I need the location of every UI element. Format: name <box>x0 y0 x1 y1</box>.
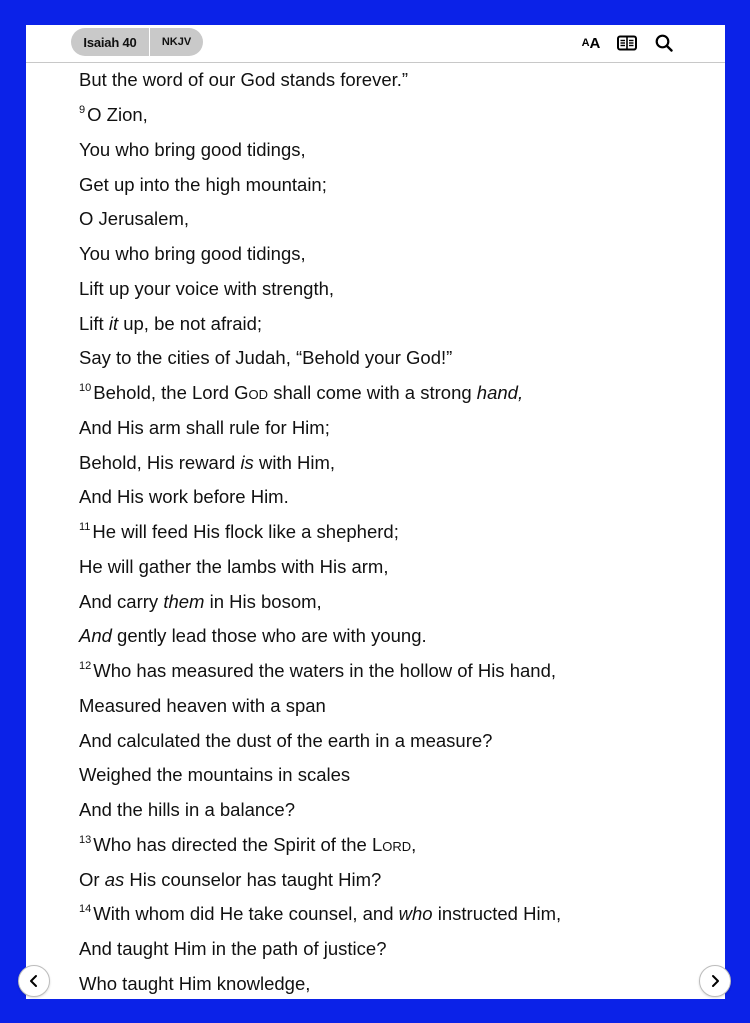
verse-line <box>79 237 705 272</box>
verse-number[interactable]: 10 <box>79 382 92 395</box>
top-toolbar <box>26 25 725 63</box>
verse-text[interactable] <box>79 243 306 265</box>
verse-text[interactable] <box>79 869 381 891</box>
verse-text[interactable] <box>79 417 330 439</box>
verse-line <box>79 862 705 897</box>
verse-text[interactable] <box>79 313 262 335</box>
verse-line <box>79 133 705 168</box>
text-run: Or <box>79 868 105 890</box>
previous-chapter-button[interactable] <box>18 965 50 997</box>
text-run: And taught Him in the path of justice? <box>79 938 387 960</box>
text-size-icon[interactable] <box>579 33 603 53</box>
verse-line <box>79 480 705 515</box>
italic-word: them <box>163 590 205 612</box>
text-run: You who bring good tidings, <box>79 243 306 265</box>
text-run: O Jerusalem, <box>79 208 190 230</box>
text-run: With whom did He take counsel, and <box>93 903 399 925</box>
italic-word: hand, <box>476 382 524 404</box>
verse-line <box>79 932 705 967</box>
text-run: Who taught Him knowledge, <box>79 972 311 994</box>
verse-line <box>79 167 705 202</box>
text-run: He will feed His flock like a shepherd; <box>92 521 399 543</box>
verse-number[interactable]: 11 <box>79 521 91 534</box>
text-run: Say to the cities of Judah, “Behold your God!” <box>79 347 453 369</box>
verse-line <box>79 376 705 411</box>
verse-number[interactable]: 9 <box>79 104 86 117</box>
text-run: And His arm shall rule for Him; <box>79 416 330 438</box>
text-run: And calculated the dust of the earth in a measure? <box>79 729 493 751</box>
small-caps-word: Lord <box>371 833 412 855</box>
text-run: up, be not afraid; <box>118 312 263 334</box>
text-run: Get up into the high mountain; <box>79 173 327 195</box>
verse-text[interactable] <box>93 660 556 682</box>
verse-line <box>79 411 705 446</box>
text-run: His counselor has taught Him? <box>124 868 382 890</box>
verse-text[interactable] <box>79 278 334 300</box>
text-run: But the word of our God stands forever.” <box>79 69 409 91</box>
next-chapter-button[interactable] <box>699 965 731 997</box>
text-run: Lift <box>79 312 109 334</box>
verse-text[interactable] <box>92 521 398 543</box>
text-size-big-label: A <box>589 34 601 52</box>
reader-mode-icon[interactable] <box>616 33 638 53</box>
verse-text[interactable] <box>79 139 306 161</box>
chevron-right-icon <box>709 974 721 988</box>
verse-line <box>79 550 705 585</box>
verse-text[interactable] <box>79 973 310 995</box>
verse-line <box>79 584 705 619</box>
verse-line <box>79 723 705 758</box>
verse-text[interactable] <box>79 730 492 752</box>
text-run: And carry <box>79 590 164 612</box>
text-run: , <box>411 833 417 855</box>
search-icon[interactable] <box>653 33 675 53</box>
text-run: He will gather the lambs with His arm, <box>79 555 389 577</box>
text-run: in His bosom, <box>204 590 322 612</box>
verse-text[interactable] <box>79 764 350 786</box>
verse-text[interactable] <box>87 104 148 126</box>
text-run: And the hills in a balance? <box>79 799 295 821</box>
verse-line <box>79 654 705 689</box>
verse-line <box>79 98 705 133</box>
chapter-version-selector <box>71 28 203 56</box>
verse-line <box>79 967 705 1000</box>
verse-line <box>79 619 705 654</box>
verse-line <box>79 793 705 828</box>
italic-word: as <box>104 868 125 890</box>
chevron-left-icon <box>28 974 40 988</box>
text-run: Who has measured the waters in the hollow of His hand, <box>93 660 556 682</box>
book-chapter-button[interactable]: Isaiah 40 <box>71 28 150 56</box>
verse-text[interactable] <box>93 903 561 925</box>
verse-number[interactable]: 12 <box>79 660 92 673</box>
verse-text[interactable] <box>79 347 452 369</box>
verse-line <box>79 341 705 376</box>
verse-text[interactable] <box>79 938 387 960</box>
text-run: Weighed the mountains in scales <box>79 764 351 786</box>
verse-number[interactable]: 13 <box>79 833 92 846</box>
text-run: gently lead those who are with young. <box>111 625 427 647</box>
verse-text[interactable] <box>79 452 335 474</box>
text-run: Who has directed the Spirit of the <box>93 833 372 855</box>
verse-text[interactable] <box>79 174 327 196</box>
passage-text <box>79 63 705 999</box>
text-run: You who bring good tidings, <box>79 138 306 160</box>
text-run: And His work before Him. <box>79 486 289 508</box>
text-run: Measured heaven with a span <box>79 694 326 716</box>
text-size-small-label: A <box>581 37 590 49</box>
verse-text[interactable] <box>79 208 189 230</box>
version-button[interactable]: NKJV <box>161 36 192 48</box>
text-run: O Zion, <box>87 104 148 126</box>
verse-text[interactable] <box>93 382 523 404</box>
italic-word: And <box>79 625 112 647</box>
verse-line <box>79 897 705 932</box>
verse-text[interactable] <box>79 695 326 717</box>
italic-word: it <box>108 312 119 334</box>
verse-line <box>79 445 705 480</box>
verse-text[interactable] <box>93 834 416 856</box>
verse-text[interactable] <box>79 69 408 91</box>
italic-word: is <box>240 451 254 473</box>
reader-screen <box>26 25 725 999</box>
verse-line <box>79 272 705 307</box>
verse-text[interactable] <box>79 591 322 613</box>
verse-line <box>79 306 705 341</box>
verse-line <box>79 689 705 724</box>
verse-line <box>79 758 705 793</box>
verse-line <box>79 515 705 550</box>
text-run: Lift up your voice with strength, <box>79 277 335 299</box>
italic-word: who <box>398 903 433 925</box>
small-caps-word: God <box>234 382 269 404</box>
text-run: instructed Him, <box>432 903 562 925</box>
text-run: Behold, His reward <box>79 451 241 473</box>
verse-line <box>79 828 705 863</box>
verse-line <box>79 202 705 237</box>
verse-text[interactable] <box>79 486 289 508</box>
verse-text[interactable] <box>79 556 388 578</box>
verse-text[interactable] <box>79 799 295 821</box>
verse-number[interactable]: 14 <box>79 903 92 916</box>
verse-line <box>79 63 705 98</box>
text-run: Behold, the Lord <box>93 382 235 404</box>
verse-text[interactable] <box>79 625 427 647</box>
text-run: with Him, <box>253 451 336 473</box>
text-run: shall come with a strong <box>268 382 477 404</box>
